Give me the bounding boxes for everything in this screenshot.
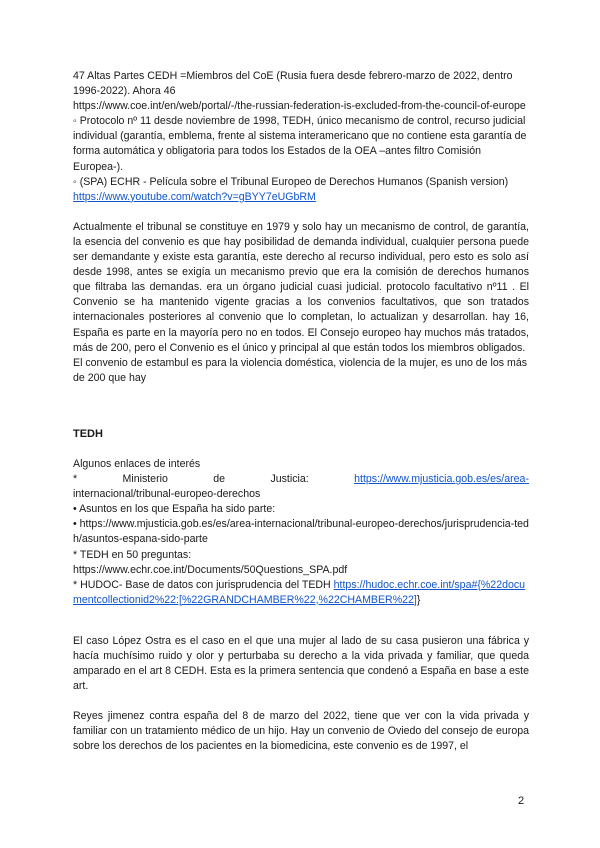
- lopez-ostra-paragraph: El caso López Ostra es el caso en el que una mujer al lado de su casa pusieron una fábrica y hacía muchísimo ruido y olor y perturbaba su derecho a la vida privada y familiar, que queda amparado en el art 8 CEDH. Esta es la primera sentencia que condenó a España en base a este art.: [73, 634, 529, 693]
- estambul-paragraph: El convenio de estambul es para la violencia doméstica, violencia de la mujer, es uno de los más de 200 que hay: [73, 356, 528, 384]
- film-note: ◦ (SPA) ECHR - Película sobre el Tribunal Europeo de Derechos Humanos (Spanish version): [73, 175, 509, 188]
- bullet-star: *: [73, 473, 78, 486]
- section-heading-tedh: TEDH: [73, 427, 103, 440]
- mjusticia-link[interactable]: https://www.mjusticia.gob.es/es/area-: [354, 473, 529, 486]
- asuntos-url: • https://www.mjusticia.gob.es/es/area-internacional/tribunal-europeo-derechos/jurisprudencia-tedh/asuntos-espana-sido-parte: [73, 518, 529, 546]
- preguntas-item: * TEDH en 50 preguntas:: [73, 548, 192, 561]
- coe-url: https://www.coe.int/en/web/portal/-/the-russian-federation-is-excluded-from-the-council-of-europe: [73, 100, 526, 113]
- youtube-link[interactable]: https://www.youtube.com/watch?v=gBYY7eUGbRM: [73, 190, 316, 203]
- preguntas-url: https://www.echr.coe.int/Documents/50Questions_SPA.pdf: [73, 563, 348, 576]
- protocolo-note: ◦ Protocolo nº 11 desde noviembre de 1998, TEDH, único mecanismo de control, recurso judicial individual (garantía, emblema, frente al sistema interamericano que no contiene esta garantía de forma automática y obligatoria para todos los Estados de la OEA –antes filtro Comisión Europea-).: [73, 115, 527, 173]
- hudoc-brace: }: [416, 593, 421, 606]
- page-number: 2: [518, 795, 525, 807]
- links-intro: Algunos enlaces de interés: [73, 457, 201, 470]
- justicia-word: Justicia:: [270, 473, 309, 486]
- text-column: [73, 69, 529, 755]
- hudoc-link[interactable]: https://hudoc.echr.coe.int/spa#{%22documentcollectionid2%22:[%22GRANDCHAMBER%22,%22CHAMBER%22]: [73, 578, 526, 606]
- de-word: de: [213, 473, 226, 486]
- ministerio-line: [73, 472, 529, 487]
- asuntos-item: • Asuntos en los que España ha sido parte:: [73, 503, 276, 516]
- tribunal-paragraph: Actualmente el tribunal se constituye en 1979 y solo hay un mecanismo de control, de garantía, la esencia del convenio es que hay posibilidad de demanda individual, cualquier persona puede ser demandante y existe esta garantía, este derecho al recurso individual, pero esto es solo así desde 1998, antes se exigía un mecanismo previo que era la comisión de derechos humanos que filtraba las demandas. era un órgano judicial cuasi judicial. protocolo facultativo nº11 . El Convenio se ha mantenido vigente gracias a los convenios facultativos, que son tratados internacionales posteriores al convenio que lo completan, lo actualizan y desarrollan. hay 16, España es parte en la mayoría pero no en todos. El Consejo europeo hay muchos más tratados, más de 200, pero el Convenio es el único y principal al que están todos los miembros obligados.: [73, 220, 529, 354]
- members-note: 47 Altas Partes CEDH =Miembros del CoE (Rusia fuera desde febrero-marzo de 2022, dentro 1996-2022). Ahora 46: [73, 70, 513, 98]
- ministerio-word: Ministerio: [122, 473, 168, 486]
- hudoc-item: * HUDOC- Base de datos con jurisprudencia del TEDH: [73, 578, 331, 591]
- mjusticia-link-continued: internacional/tribunal-europeo-derechos: [73, 488, 261, 501]
- reyes-jimenez-paragraph: Reyes jimenez contra españa del 8 de marzo del 2022, tiene que ver con la vida privada y familiar con un tratamiento médico de un hijo. Hay un convenio de Oviedo del consejo de europa sobre los derechos de los pacientes en la biomedicina, este convenio es de 1997, el: [73, 710, 529, 753]
